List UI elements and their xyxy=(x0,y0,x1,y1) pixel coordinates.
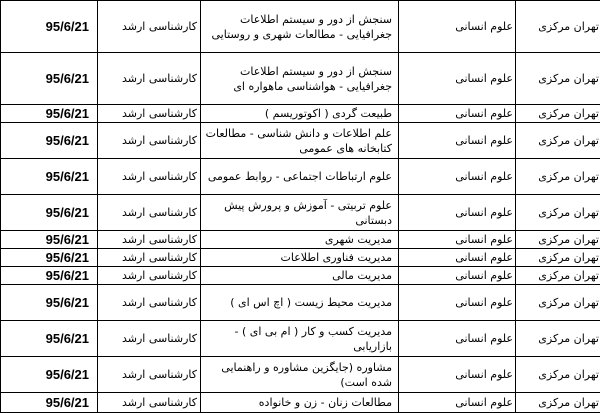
date-cell: 95/6/21 xyxy=(1,53,98,105)
degree-cell: کارشناسی ارشد xyxy=(98,105,201,123)
field-cell: سنجش از دور و سیستم اطلاعات جغرافیایی - هواشناسی ماهواره ای xyxy=(201,53,399,105)
group-cell: علوم انسانی xyxy=(399,249,516,267)
group-cell: علوم انسانی xyxy=(399,357,516,393)
date-cell: 95/6/21 xyxy=(1,357,98,393)
region-cell: تهران مرکزی xyxy=(516,231,600,249)
field-cell: مدیریت محیط زیست ( اچ اس ای ) xyxy=(201,285,399,321)
table-row xyxy=(1,249,600,267)
field-cell: مدیریت کسب و کار ( ام بی ای ) - بازاریابی xyxy=(201,321,399,357)
table-row xyxy=(1,231,600,249)
group-cell: علوم انسانی xyxy=(399,1,516,53)
date-cell: 95/6/21 xyxy=(1,159,98,195)
field-cell: مدیریت فناوری اطلاعات xyxy=(201,249,399,267)
field-cell: طبیعت گردی ( اکوتوریسم ) xyxy=(201,105,399,123)
table-row xyxy=(1,159,600,195)
group-cell: علوم انسانی xyxy=(399,285,516,321)
date-cell: 95/6/21 xyxy=(1,123,98,159)
group-cell: علوم انسانی xyxy=(399,53,516,105)
date-cell: 95/6/21 xyxy=(1,249,98,267)
field-cell: مدیریت شهری xyxy=(201,231,399,249)
group-cell: علوم انسانی xyxy=(399,123,516,159)
field-cell: علوم تربیتی - آموزش و پرورش پیش دبستانی xyxy=(201,195,399,231)
date-cell: 95/6/21 xyxy=(1,267,98,285)
degree-cell: کارشناسی ارشد xyxy=(98,123,201,159)
region-cell: تهران مرکزی xyxy=(516,195,600,231)
group-cell: علوم انسانی xyxy=(399,159,516,195)
region-cell: تهران مرکزی xyxy=(516,53,600,105)
region-cell: تهران مرکزی xyxy=(516,357,600,393)
table-row xyxy=(1,393,600,413)
courses-table-body xyxy=(1,1,600,413)
region-cell: تهران مرکزی xyxy=(516,393,600,413)
field-cell: علم اطلاعات و دانش شناسی - مطالعات کتابخانه های عمومی xyxy=(201,123,399,159)
degree-cell: کارشناسی ارشد xyxy=(98,285,201,321)
date-cell: 95/6/21 xyxy=(1,105,98,123)
degree-cell: کارشناسی ارشد xyxy=(98,159,201,195)
field-cell: علوم ارتباطات اجتماعی - روابط عمومی xyxy=(201,159,399,195)
group-cell: علوم انسانی xyxy=(399,393,516,413)
region-cell: تهران مرکزی xyxy=(516,1,600,53)
date-cell: 95/6/21 xyxy=(1,321,98,357)
degree-cell: کارشناسی ارشد xyxy=(98,1,201,53)
table-row xyxy=(1,285,600,321)
table-row xyxy=(1,1,600,53)
degree-cell: کارشناسی ارشد xyxy=(98,357,201,393)
region-cell: تهران مرکزی xyxy=(516,123,600,159)
group-cell: علوم انسانی xyxy=(399,321,516,357)
degree-cell: کارشناسی ارشد xyxy=(98,267,201,285)
region-cell: تهران مرکزی xyxy=(516,321,600,357)
region-cell: تهران مرکزی xyxy=(516,267,600,285)
region-cell: تهران مرکزی xyxy=(516,285,600,321)
field-cell: مدیریت مالی xyxy=(201,267,399,285)
table-row xyxy=(1,357,600,393)
degree-cell: کارشناسی ارشد xyxy=(98,321,201,357)
table-row xyxy=(1,123,600,159)
group-cell: علوم انسانی xyxy=(399,267,516,285)
degree-cell: کارشناسی ارشد xyxy=(98,393,201,413)
table-row xyxy=(1,267,600,285)
degree-cell: کارشناسی ارشد xyxy=(98,231,201,249)
date-cell: 95/6/21 xyxy=(1,195,98,231)
group-cell: علوم انسانی xyxy=(399,195,516,231)
region-cell: تهران مرکزی xyxy=(516,105,600,123)
group-cell: علوم انسانی xyxy=(399,105,516,123)
degree-cell: کارشناسی ارشد xyxy=(98,249,201,267)
table-row xyxy=(1,195,600,231)
date-cell: 95/6/21 xyxy=(1,393,98,413)
region-cell: تهران مرکزی xyxy=(516,159,600,195)
table-row xyxy=(1,53,600,105)
degree-cell: کارشناسی ارشد xyxy=(98,195,201,231)
date-cell: 95/6/21 xyxy=(1,231,98,249)
date-cell: 95/6/21 xyxy=(1,1,98,53)
degree-cell: کارشناسی ارشد xyxy=(98,53,201,105)
date-cell: 95/6/21 xyxy=(1,285,98,321)
region-cell: تهران مرکزی xyxy=(516,249,600,267)
table-row xyxy=(1,321,600,357)
group-cell: علوم انسانی xyxy=(399,231,516,249)
field-cell: مشاوره (جایگزین مشاوره و راهنمایی شده است) xyxy=(201,357,399,393)
table-row xyxy=(1,105,600,123)
field-cell: سنجش از دور و سیستم اطلاعات جغرافیایی - مطالعات شهری و روستایی xyxy=(201,1,399,53)
field-cell: مطالعات زنان - زن و خانواده xyxy=(201,393,399,413)
